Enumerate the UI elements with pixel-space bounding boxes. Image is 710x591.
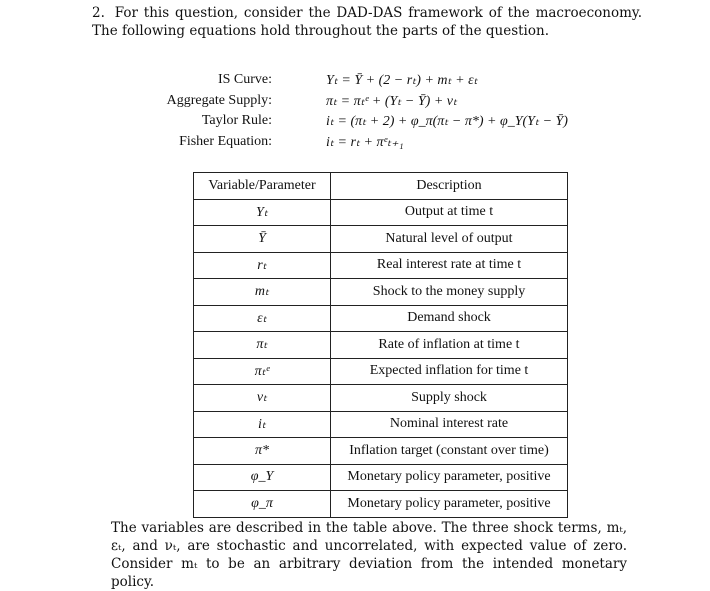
equation-row-fisher xyxy=(120,134,640,155)
table-row xyxy=(194,464,568,491)
equation-formula: iₜ = (πₜ + 2) + φ_π(πₜ − π*) + φ_Y(Yₜ − Ȳ) xyxy=(326,114,568,129)
equation-formula: Yₜ = Ȳ + (2 − rₜ) + mₜ + εₜ xyxy=(326,73,478,88)
table-row xyxy=(194,279,568,306)
table-cell-symbol: Yₜ xyxy=(194,199,331,226)
table-cell-symbol: Ȳ xyxy=(194,226,331,253)
table-row xyxy=(194,199,568,226)
equation-formula: iₜ = rₜ + πᵉₜ₊₁ xyxy=(326,134,404,150)
table-cell-symbol: π* xyxy=(194,438,331,465)
equation-label: Taylor Rule: xyxy=(201,113,272,128)
equation-row-taylor xyxy=(120,113,640,134)
equation-label: IS Curve: xyxy=(217,72,272,87)
variable-table xyxy=(193,172,568,518)
table-row xyxy=(194,438,568,465)
table-cell-description: Nominal interest rate xyxy=(331,411,568,438)
table-cell-description: Shock to the money supply xyxy=(331,279,568,306)
table-cell-symbol: φ_Y xyxy=(194,464,331,491)
table-cell-description: Natural level of output xyxy=(331,226,568,253)
table-cell-description: Supply shock xyxy=(331,385,568,412)
equation-label: Fisher Equation: xyxy=(179,133,272,149)
table-row xyxy=(194,332,568,359)
equation-row-is xyxy=(120,72,640,93)
table-row xyxy=(194,358,568,385)
table-cell-description: Monetary policy parameter, positive xyxy=(331,491,568,518)
table-cell-symbol: iₜ xyxy=(194,411,331,438)
table-cell-description: Demand shock xyxy=(331,305,568,332)
table-cell-description: Monetary policy parameter, positive xyxy=(331,464,568,491)
table-row xyxy=(194,491,568,518)
table-cell-symbol: εₜ xyxy=(194,305,331,332)
equation-label: Aggregate Supply: xyxy=(166,92,272,108)
table-cell-description: Real interest rate at time t xyxy=(331,252,568,279)
table-header-row xyxy=(194,173,568,200)
table-cell-description: Output at time t xyxy=(331,199,568,226)
equation-row-as xyxy=(120,93,640,114)
equation-formula: πₜ = πₜᵉ + (Yₜ − Ȳ) + νₜ xyxy=(326,93,458,109)
question-intro xyxy=(92,4,642,40)
table-row xyxy=(194,411,568,438)
question-intro-text: For this question, consider the DAD-DAS framework of the macroeconomy. The following equations hold throughout the parts of the question. xyxy=(92,5,643,39)
closing-paragraph: The variables are described in the table above. The three shock terms, mₜ, εₜ, and νₜ, are stochastic and uncorrelated, with expected value of zero. Consider mₜ to be an arbitrary deviation from the intended monetary policy. xyxy=(111,520,627,590)
table-cell-symbol: νₜ xyxy=(194,385,331,412)
table-row xyxy=(194,385,568,412)
table-cell-description: Inflation target (constant over time) xyxy=(331,438,568,465)
table-cell-description: Expected inflation for time t xyxy=(331,358,568,385)
table-row xyxy=(194,226,568,253)
table-cell-symbol: πₜ xyxy=(194,332,331,359)
table-cell-symbol: φ_π xyxy=(194,491,331,518)
table-cell-symbol: rₜ xyxy=(194,252,331,279)
table-cell-symbol: πₜᵉ xyxy=(194,358,331,385)
table-cell-description: Rate of inflation at time t xyxy=(331,332,568,359)
table-cell-symbol: mₜ xyxy=(194,279,331,306)
table-row xyxy=(194,252,568,279)
table-header-variable: Variable/Parameter xyxy=(194,173,331,200)
table-row xyxy=(194,305,568,332)
table-header-description: Description xyxy=(331,173,568,200)
question-number: 2. xyxy=(92,5,105,21)
equation-block xyxy=(120,72,640,154)
